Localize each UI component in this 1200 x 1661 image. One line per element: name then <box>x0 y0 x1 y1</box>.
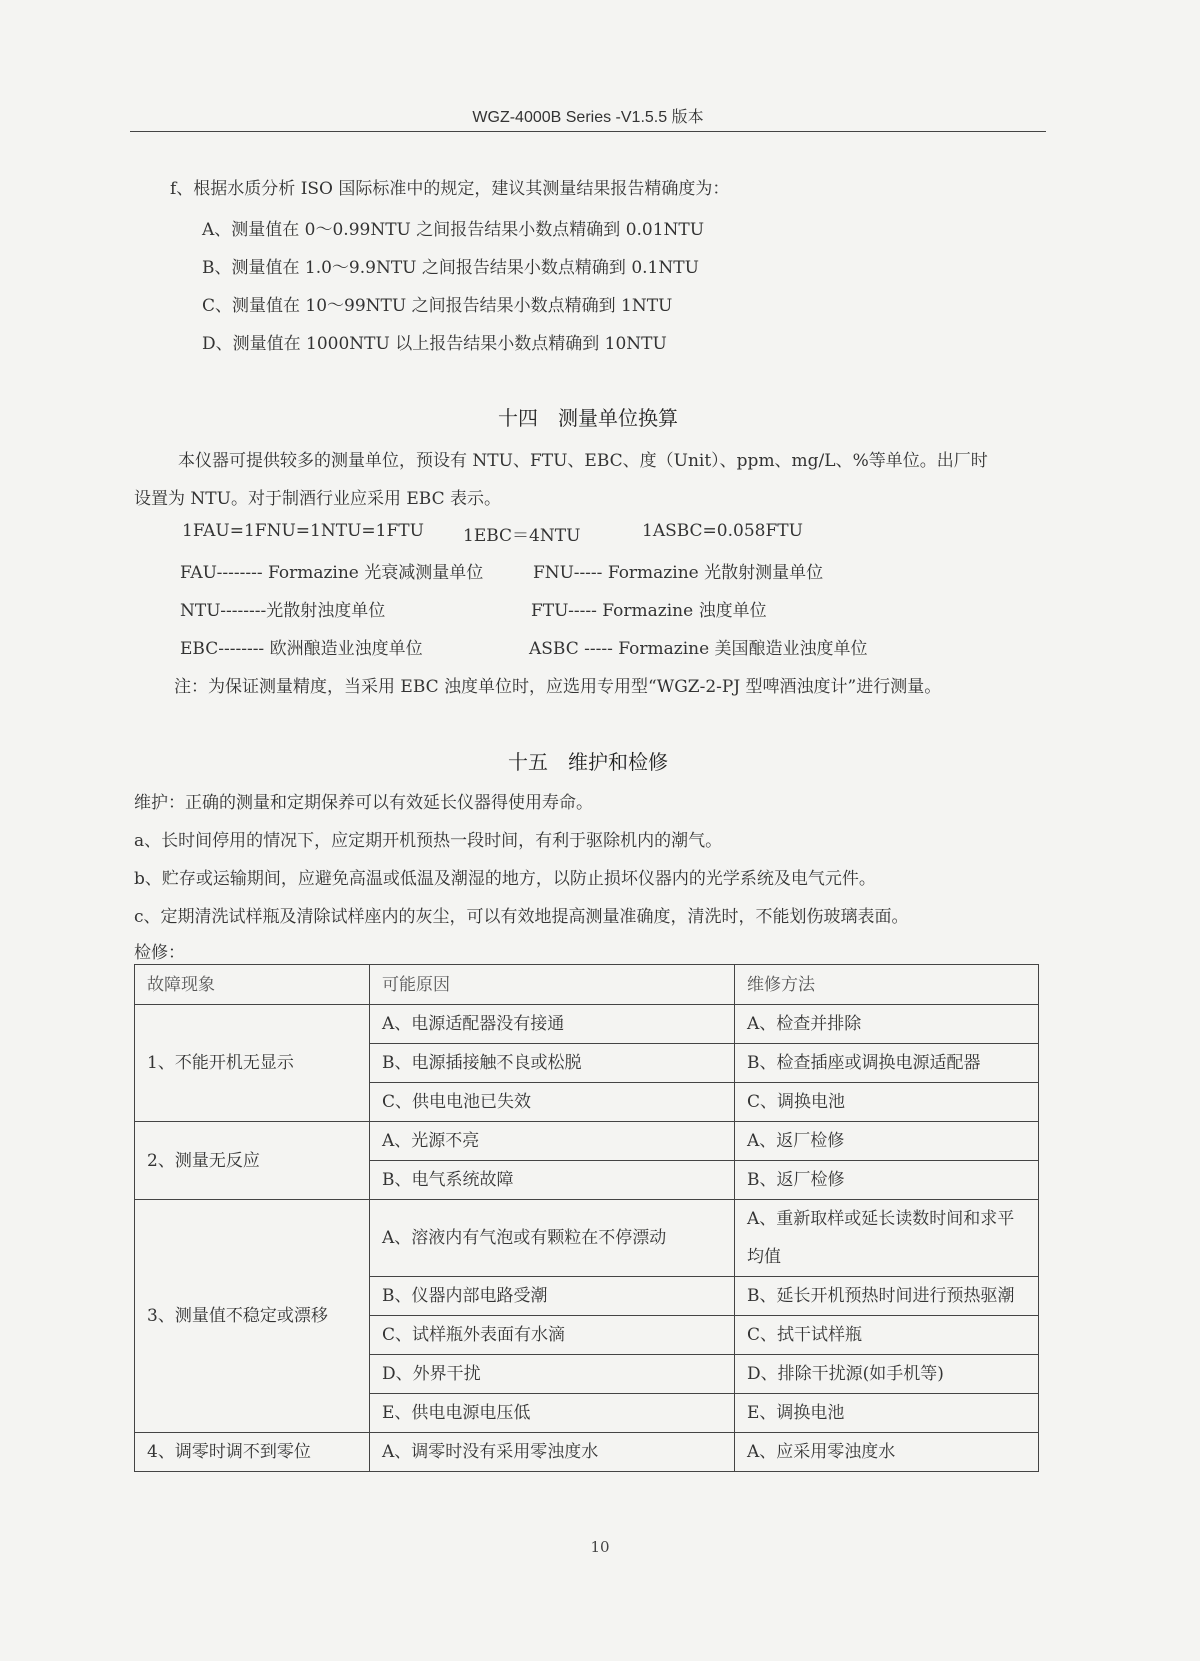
remedy-cell: B、返厂检修 <box>735 1161 1039 1200</box>
section-14-para: 本仪器可提供较多的测量单位，预设有 NTU、FTU、EBC、度（Unit）、ppm、mg/L、%等单位。出厂时 <box>178 451 988 471</box>
remedy-cell: C、拭干试样瓶 <box>735 1316 1039 1355</box>
cause-cell: A、调零时没有采用零浊度水 <box>370 1433 735 1472</box>
cause-cell: C、供电电池已失效 <box>370 1083 735 1122</box>
header-rule <box>130 131 1046 132</box>
table-header-cell: 维修方法 <box>735 965 1039 1005</box>
conversion-formula: 1FAU=1FNU=1NTU=1FTU <box>182 521 424 541</box>
symptom-cell: 3、测量值不稳定或漂移 <box>135 1200 370 1433</box>
maintenance-intro: 维护：正确的测量和定期保养可以有效延长仪器得使用寿命。 <box>134 793 593 813</box>
table-header-cell: 可能原因 <box>370 965 735 1005</box>
precision-item: A、测量值在 0～0.99NTU 之间报告结果小数点精确到 0.01NTU <box>202 220 705 240</box>
unit-definition: FTU----- Formazine 浊度单位 <box>531 601 767 621</box>
unit-definition: FAU-------- Formazine 光衰减测量单位 <box>180 563 484 583</box>
maintenance-item: b、贮存或运输期间，应避免高温或低温及潮湿的地方，以防止损坏仪器内的光学系统及电气元件。 <box>134 869 876 889</box>
table-row <box>135 1433 1039 1472</box>
cause-cell: C、试样瓶外表面有水滴 <box>370 1316 735 1355</box>
unit-definition: EBC-------- 欧洲酿造业浊度单位 <box>180 639 423 659</box>
table-row <box>135 1005 1039 1044</box>
remedy-cell: A、返厂检修 <box>735 1122 1039 1161</box>
cause-cell: B、电源插接触不良或松脱 <box>370 1044 735 1083</box>
table-header-row <box>135 965 1039 1005</box>
remedy-cell: B、检查插座或调换电源适配器 <box>735 1044 1039 1083</box>
cause-cell: E、供电电源电压低 <box>370 1394 735 1433</box>
precision-item: B、测量值在 1.0～9.9NTU 之间报告结果小数点精确到 0.1NTU <box>202 258 699 278</box>
cause-cell: B、电气系统故障 <box>370 1161 735 1200</box>
symptom-cell: 1、不能开机无显示 <box>135 1005 370 1122</box>
conversion-formula: 1ASBC=0.058FTU <box>642 521 803 541</box>
remedy-cell: A、检查并排除 <box>735 1005 1039 1044</box>
table-header-cell: 故障现象 <box>135 965 370 1005</box>
symptom-cell: 4、调零时调不到零位 <box>135 1433 370 1472</box>
repair-table <box>134 964 1039 1472</box>
precision-intro: f、根据水质分析 ISO 国际标准中的规定，建议其测量结果报告精确度为： <box>170 179 730 199</box>
cause-cell: D、外界干扰 <box>370 1355 735 1394</box>
section-14-title: 十四 测量单位换算 <box>498 406 678 430</box>
page-number: 10 <box>590 1538 610 1556</box>
cause-cell: B、仪器内部电路受潮 <box>370 1277 735 1316</box>
remedy-cell: B、延长开机预热时间进行预热驱潮 <box>735 1277 1039 1316</box>
cause-cell: A、光源不亮 <box>370 1122 735 1161</box>
cause-cell: A、溶液内有气泡或有颗粒在不停漂动 <box>370 1200 735 1277</box>
precision-item: C、测量值在 10～99NTU 之间报告结果小数点精确到 1NTU <box>202 296 673 316</box>
cause-cell: A、电源适配器没有接通 <box>370 1005 735 1044</box>
repair-label: 检修： <box>134 943 185 963</box>
unit-definition: ASBC ----- Formazine 美国酿造业浊度单位 <box>529 639 868 659</box>
section-14-para: 设置为 NTU。对于制酒行业应采用 EBC 表示。 <box>134 489 501 509</box>
remedy-cell: A、重新取样或延长读数时间和求平均值 <box>735 1200 1039 1277</box>
document-header: WGZ-4000B Series -V1.5.5 版本 <box>472 109 704 126</box>
unit-definition: NTU--------光散射浊度单位 <box>180 601 386 621</box>
remedy-cell: C、调换电池 <box>735 1083 1039 1122</box>
section-14-note: 注：为保证测量精度，当采用 EBC 浊度单位时，应选用专用型“WGZ-2-PJ 型啤酒浊度计”进行测量。 <box>174 677 942 697</box>
unit-definition: FNU----- Formazine 光散射测量单位 <box>533 563 824 583</box>
precision-item: D、测量值在 1000NTU 以上报告结果小数点精确到 10NTU <box>202 334 667 354</box>
section-15-title: 十五 维护和检修 <box>508 750 668 774</box>
table-row <box>135 1200 1039 1277</box>
conversion-formula: 1EBC＝4NTU <box>463 526 581 546</box>
remedy-cell: A、应采用零浊度水 <box>735 1433 1039 1472</box>
table-row <box>135 1122 1039 1161</box>
maintenance-item: c、定期清洗试样瓶及清除试样座内的灰尘，可以有效地提高测量准确度，清洗时，不能划伤玻璃表面。 <box>134 907 909 927</box>
remedy-cell: E、调换电池 <box>735 1394 1039 1433</box>
remedy-cell: D、排除干扰源(如手机等) <box>735 1355 1039 1394</box>
maintenance-item: a、长时间停用的情况下，应定期开机预热一段时间，有利于驱除机内的潮气。 <box>134 831 723 851</box>
symptom-cell: 2、测量无反应 <box>135 1122 370 1200</box>
